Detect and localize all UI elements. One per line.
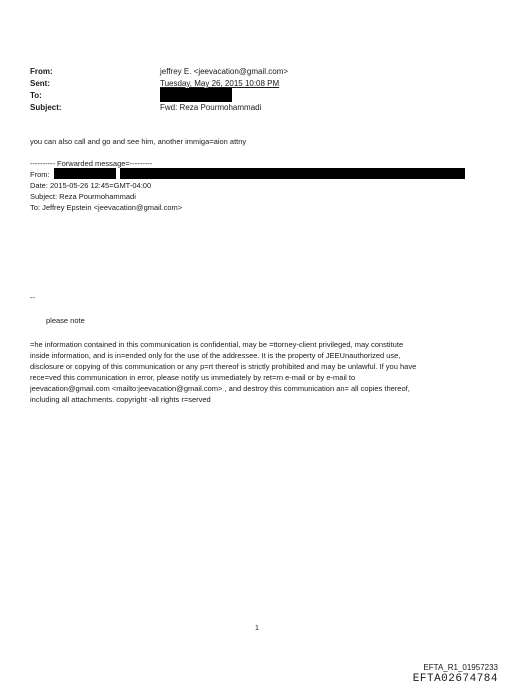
disclaimer-line: inside information, and is in=ended only for the use of the addressee. It is the property of JEEUnauthorized use,	[30, 351, 401, 360]
forwarded-separator: ---------- Forwarded message=---------	[30, 159, 153, 168]
forwarded-to: To: Jeffrey Epstein <jeevacation@gmail.com>	[30, 203, 183, 212]
efta-reference-large: EFTA02674784	[412, 673, 498, 685]
forwarded-subject: Subject: Reza Pourmohammadi	[30, 192, 136, 201]
sent-value: Tuesday, May 26, 2015 10:08 PM	[160, 79, 280, 88]
disclaimer-line: rece=ved this communication in error, please notify us immediately by ret=rn e-mail or by e-mail to	[30, 373, 356, 382]
from-label: From:	[30, 67, 53, 76]
forwarded-from-label: From:	[30, 170, 50, 179]
efta-reference-small: EFTA_R1_01957233	[423, 663, 498, 672]
from-value: jeffrey E. <jeevacation@gmail.com>	[160, 67, 289, 76]
message-body: you can also call and go and see him, another immiga=aion attny	[30, 137, 247, 146]
disclaimer-line: including all attachments. copyright -all rights r=served	[30, 395, 211, 404]
to-label: To:	[30, 91, 42, 100]
disclaimer-line: disclosure or copying of this communication or any p=rt thereof is strictly prohibited and may be unlawful. If you have	[30, 362, 417, 371]
forwarded-from-redaction-1	[54, 168, 116, 179]
subject-value: Fwd: Reza Pourmohammadi	[160, 103, 262, 112]
signature-dashes: --	[30, 293, 35, 302]
page-number: 1	[255, 625, 259, 632]
forwarded-date: Date: 2015-05-26 12:45=GMT-04:00	[30, 181, 152, 190]
signature-note: please note	[46, 316, 85, 325]
sent-label: Sent:	[30, 79, 50, 88]
disclaimer-paragraph	[30, 339, 490, 405]
disclaimer-line: jeevacation@gmail.com <mailto:jeevacation@gmail.com> , and destroy this communication an= all copies thereof,	[30, 384, 410, 393]
to-redaction	[160, 88, 232, 102]
subject-label: Subject:	[30, 103, 62, 112]
forwarded-from-redaction-2	[120, 168, 465, 179]
disclaimer-line: =he information contained in this communication is confidential, may be =ttorney-client privileged, may constitute	[30, 340, 404, 349]
